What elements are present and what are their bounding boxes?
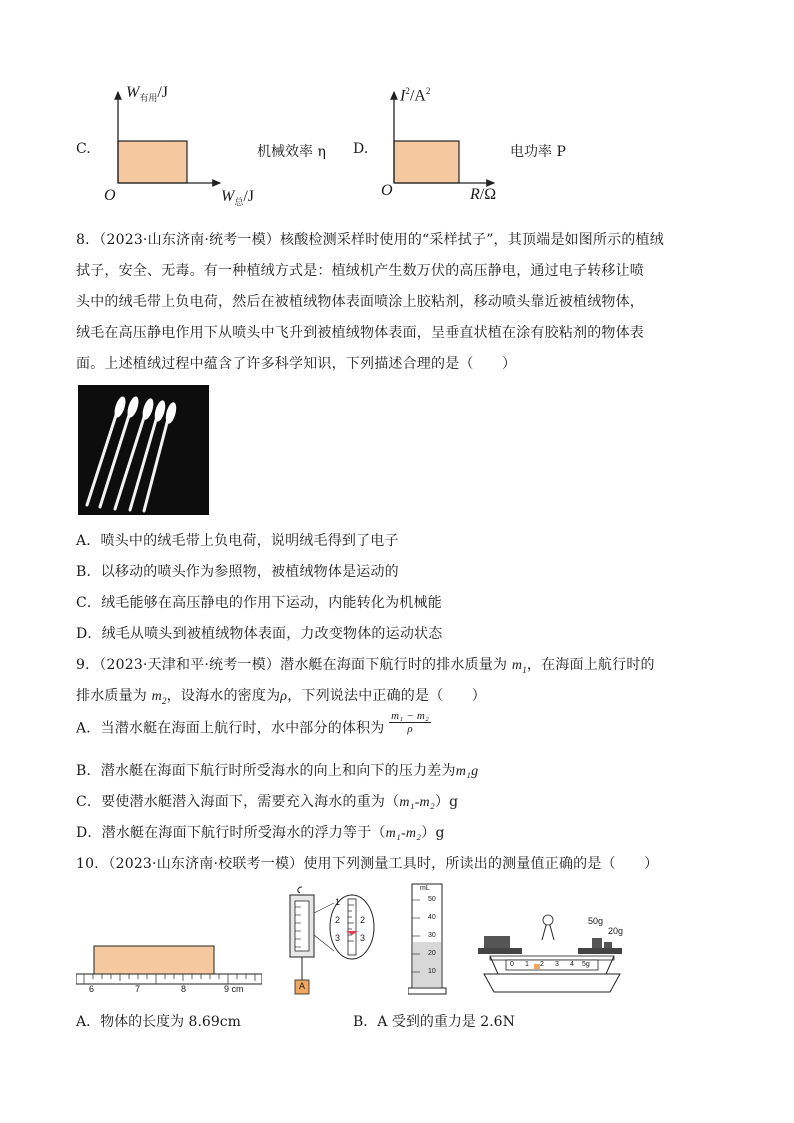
q10-stem: 10．（2023·山东济南·校联考一模）使用下列测量工具时，所读出的测量值正确的是（ ）	[76, 856, 659, 872]
q9-option-b: B．潜水艇在海面下航行时所受海水的向上和向下的压力差为m₁g	[76, 763, 479, 779]
graph-c-caption: 机械效率 η	[257, 144, 326, 160]
graph-d-origin: O	[381, 182, 393, 199]
q9-stem-line-1: 9．（2023·天津和平·统考一模）潜水艇在海面下航行时的排水质量为 $m_1$，在海面上航行时的	[76, 657, 655, 675]
cylinder-mark-20: 20	[428, 950, 436, 957]
graph-d-area	[394, 141, 459, 183]
spring-mark-3: 3	[335, 933, 341, 943]
spring-mark-1: 1	[335, 897, 341, 907]
spring-weight-label: A	[299, 981, 306, 991]
swab-photo	[78, 385, 209, 515]
graduated-cylinder-figure	[408, 880, 448, 998]
q8-line-5: 面。上述植绒过程中蕴含了许多科学知识，下列描述合理的是（ ）	[76, 356, 517, 372]
cylinder-mark-50: 50	[428, 896, 436, 903]
cylinder-mark-10: 10	[428, 968, 436, 975]
ruler-tick-7: 7	[135, 984, 141, 994]
q8-line-1: 8．（2023·山东济南·统考一模）核酸检测采样时使用的“采样拭子”，其顶端是如图所示的植绒	[76, 232, 664, 248]
graph-d-caption: 电功率 P	[510, 144, 566, 160]
q9-stem-line-2: 排水质量为 $m_2$，设海水的密度为ρ，下列说法中正确的是（ ）	[76, 688, 487, 706]
ruler-tick-8: 8	[181, 984, 187, 994]
balance-figure	[470, 910, 630, 1000]
balance-mark-0: 0	[510, 961, 514, 968]
q8-option-a: A．喷头中的绒毛带上负电荷，说明绒毛得到了电子	[76, 533, 399, 549]
graph-d-x-label: R/Ω	[470, 186, 497, 203]
weight-20g: 20g	[608, 926, 624, 936]
cylinder-mark-30: 30	[428, 932, 436, 939]
q9-option-c: C．要使潜水艇潜入海面下，需要充入海水的重为（m₁-m₂）g	[76, 794, 459, 810]
q8-option-b: B．以移动的喷头作为参照物，被植绒物体是运动的	[76, 564, 399, 580]
q8-option-c: C．绒毛能够在高压静电的作用下运动，内能转化为机械能	[76, 595, 442, 611]
graph-d-y-label: $I^2/A^2$	[400, 86, 431, 105]
ruler-tick-9: 9 cm	[224, 984, 244, 994]
q9-option-a: A．当潜水艇在海面上航行时，水中部分的体积为 $\frac{\text{m₁ − m₂}}{\rho}$	[76, 710, 430, 737]
q10-option-a: A．物体的长度为 8.69cm	[76, 1014, 241, 1030]
q9-option-d: D．潜水艇在海面下航行时所受海水的浮力等于（m₁-m₂）g	[76, 825, 445, 841]
balance-mark-2: 2	[540, 961, 544, 968]
q8-option-d: D．绒毛从喷头到被植绒物体表面，力改变物体的运动状态	[76, 626, 443, 642]
graph-c-x-label: $W_总/J$	[221, 188, 255, 208]
spring-mark-3b: 3	[360, 933, 366, 943]
graph-c-origin: O	[104, 187, 116, 204]
cylinder-mark-40: 40	[428, 914, 436, 921]
option-d-label: D.	[353, 141, 369, 157]
graph-c-y-label: $W_{有用}/J$	[126, 84, 169, 104]
spring-scale-figure	[282, 885, 382, 1000]
q8-line-3: 头中的绒毛带上负电荷，然后在被植绒物体表面喷涂上胶粘剂，移动喷头靠近被植绒物体，	[76, 294, 644, 310]
balance-mark-4: 4	[570, 961, 574, 968]
spring-mark-2: 2	[335, 915, 341, 925]
q8-line-2: 拭子，安全、无毒。有一种植绒方式是：植绒机产生数万伏的高压静电，通过电子转移让喷	[76, 263, 644, 279]
q10-option-b: B．A 受到的重力是 2.6N	[353, 1014, 515, 1030]
cylinder-unit: mL	[420, 885, 430, 892]
spring-mark-2b: 2	[360, 915, 366, 925]
balance-mark-5: 5g	[582, 961, 590, 968]
option-c-label: C.	[76, 141, 91, 157]
volume-fraction: $\frac{\text{m₁ − m₂}}{\rho}$	[391, 710, 430, 735]
weight-50g: 50g	[588, 916, 604, 926]
balance-mark-3: 3	[555, 961, 559, 968]
graph-c-area	[118, 141, 187, 183]
balance-mark-1: 1	[525, 961, 529, 968]
ruler-figure	[76, 940, 262, 1000]
q8-line-4: 绒毛在高压静电作用下从喷头中飞升到被植绒物体表面，呈垂直状植在涂有胶粘剂的物体表	[76, 325, 644, 341]
ruler-tick-6: 6	[89, 984, 95, 994]
